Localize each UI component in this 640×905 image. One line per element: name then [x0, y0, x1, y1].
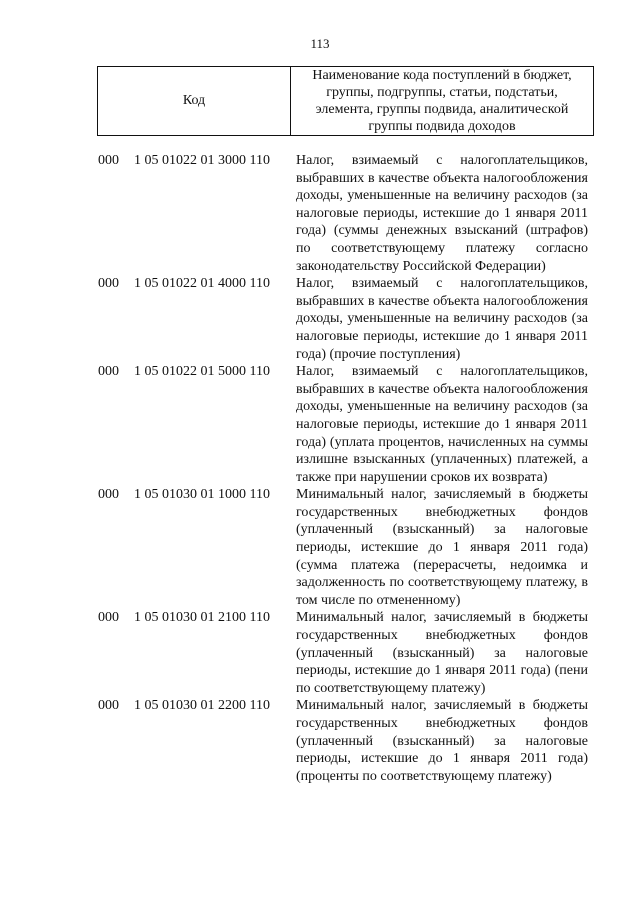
admin-code: 000 — [98, 153, 119, 168]
header-name-label: Наименование кода поступлений в бюджет, группы, подгруппы, статьи, подстатьи, элемента, группы подвида, аналитической группы подвида доходов — [312, 68, 572, 134]
income-code: 1 05 01022 01 5000 110 — [134, 364, 270, 380]
admin-code: 000 — [98, 610, 119, 626]
admin-code: 000 — [98, 364, 119, 380]
income-name: Налог, взимаемый с налогоплательщиков, выбравших в качестве объекта налогообложения доходы, уменьшенные на величину расходов (за налоговые периоды, истекшие до 1 января 2011 года) (суммы денежных взысканий (штрафов) по соответствующему платежу согласно законодательству Российской Федерации) — [296, 153, 588, 274]
income-name: Минимальный налог, зачисляемый в бюджеты государственных внебюджетных фондов (уплаченный (взысканный) за налоговые периоды, истекшие до 1 января 2011 года) (проценты по соответствующему платежу) — [296, 698, 588, 784]
table-row — [98, 697, 594, 785]
income-code: 1 05 01022 01 4000 110 — [134, 276, 270, 292]
header-code-label: Код — [98, 67, 291, 135]
table-header — [97, 66, 594, 136]
table-row — [98, 363, 594, 486]
admin-code: 000 — [98, 276, 119, 292]
table-row — [98, 152, 594, 275]
income-code: 1 05 01030 01 2200 110 — [134, 698, 270, 714]
admin-code: 000 — [98, 698, 119, 714]
admin-code: 000 — [98, 487, 119, 503]
income-code: 1 05 01030 01 1000 110 — [134, 487, 270, 503]
income-name: Налог, взимаемый с налогоплательщиков, выбравших в качестве объекта налогообложения доходы, уменьшенные на величину расходов (за налоговые периоды, истекшие до 1 января 2011 года) (уплата процентов, начисленных на суммы излишне взысканных (уплаченных) платежей, а также при нарушении сроков их возврата) — [296, 364, 588, 485]
page-number: 113 — [310, 36, 330, 51]
table-row — [98, 609, 594, 697]
table-row — [98, 486, 594, 609]
income-name: Минимальный налог, зачисляемый в бюджеты государственных внебюджетных фондов (уплаченный (взысканный) за налоговые периоды, истекшие до 1 января 2011 года) (пени по соответствующему платежу) — [296, 610, 588, 696]
income-name: Минимальный налог, зачисляемый в бюджеты государственных внебюджетных фондов (уплаченный (взысканный) за налоговые периоды, истекшие до 1 января 2011 года) (сумма платежа (перерасчеты, недоимка и задолженность по соответствующему платежу, в том числе по отмененному) — [296, 487, 588, 608]
table-row — [98, 275, 594, 363]
income-name: Налог, взимаемый с налогоплательщиков, выбравших в качестве объекта налогообложения доходы, уменьшенные на величину расходов (за налоговые периоды, истекшие до 1 января 2011 года) (прочие поступления) — [296, 276, 588, 362]
income-code: 1 05 01022 01 3000 110 — [134, 153, 270, 168]
code-list — [98, 152, 594, 785]
income-code: 1 05 01030 01 2100 110 — [134, 610, 270, 626]
